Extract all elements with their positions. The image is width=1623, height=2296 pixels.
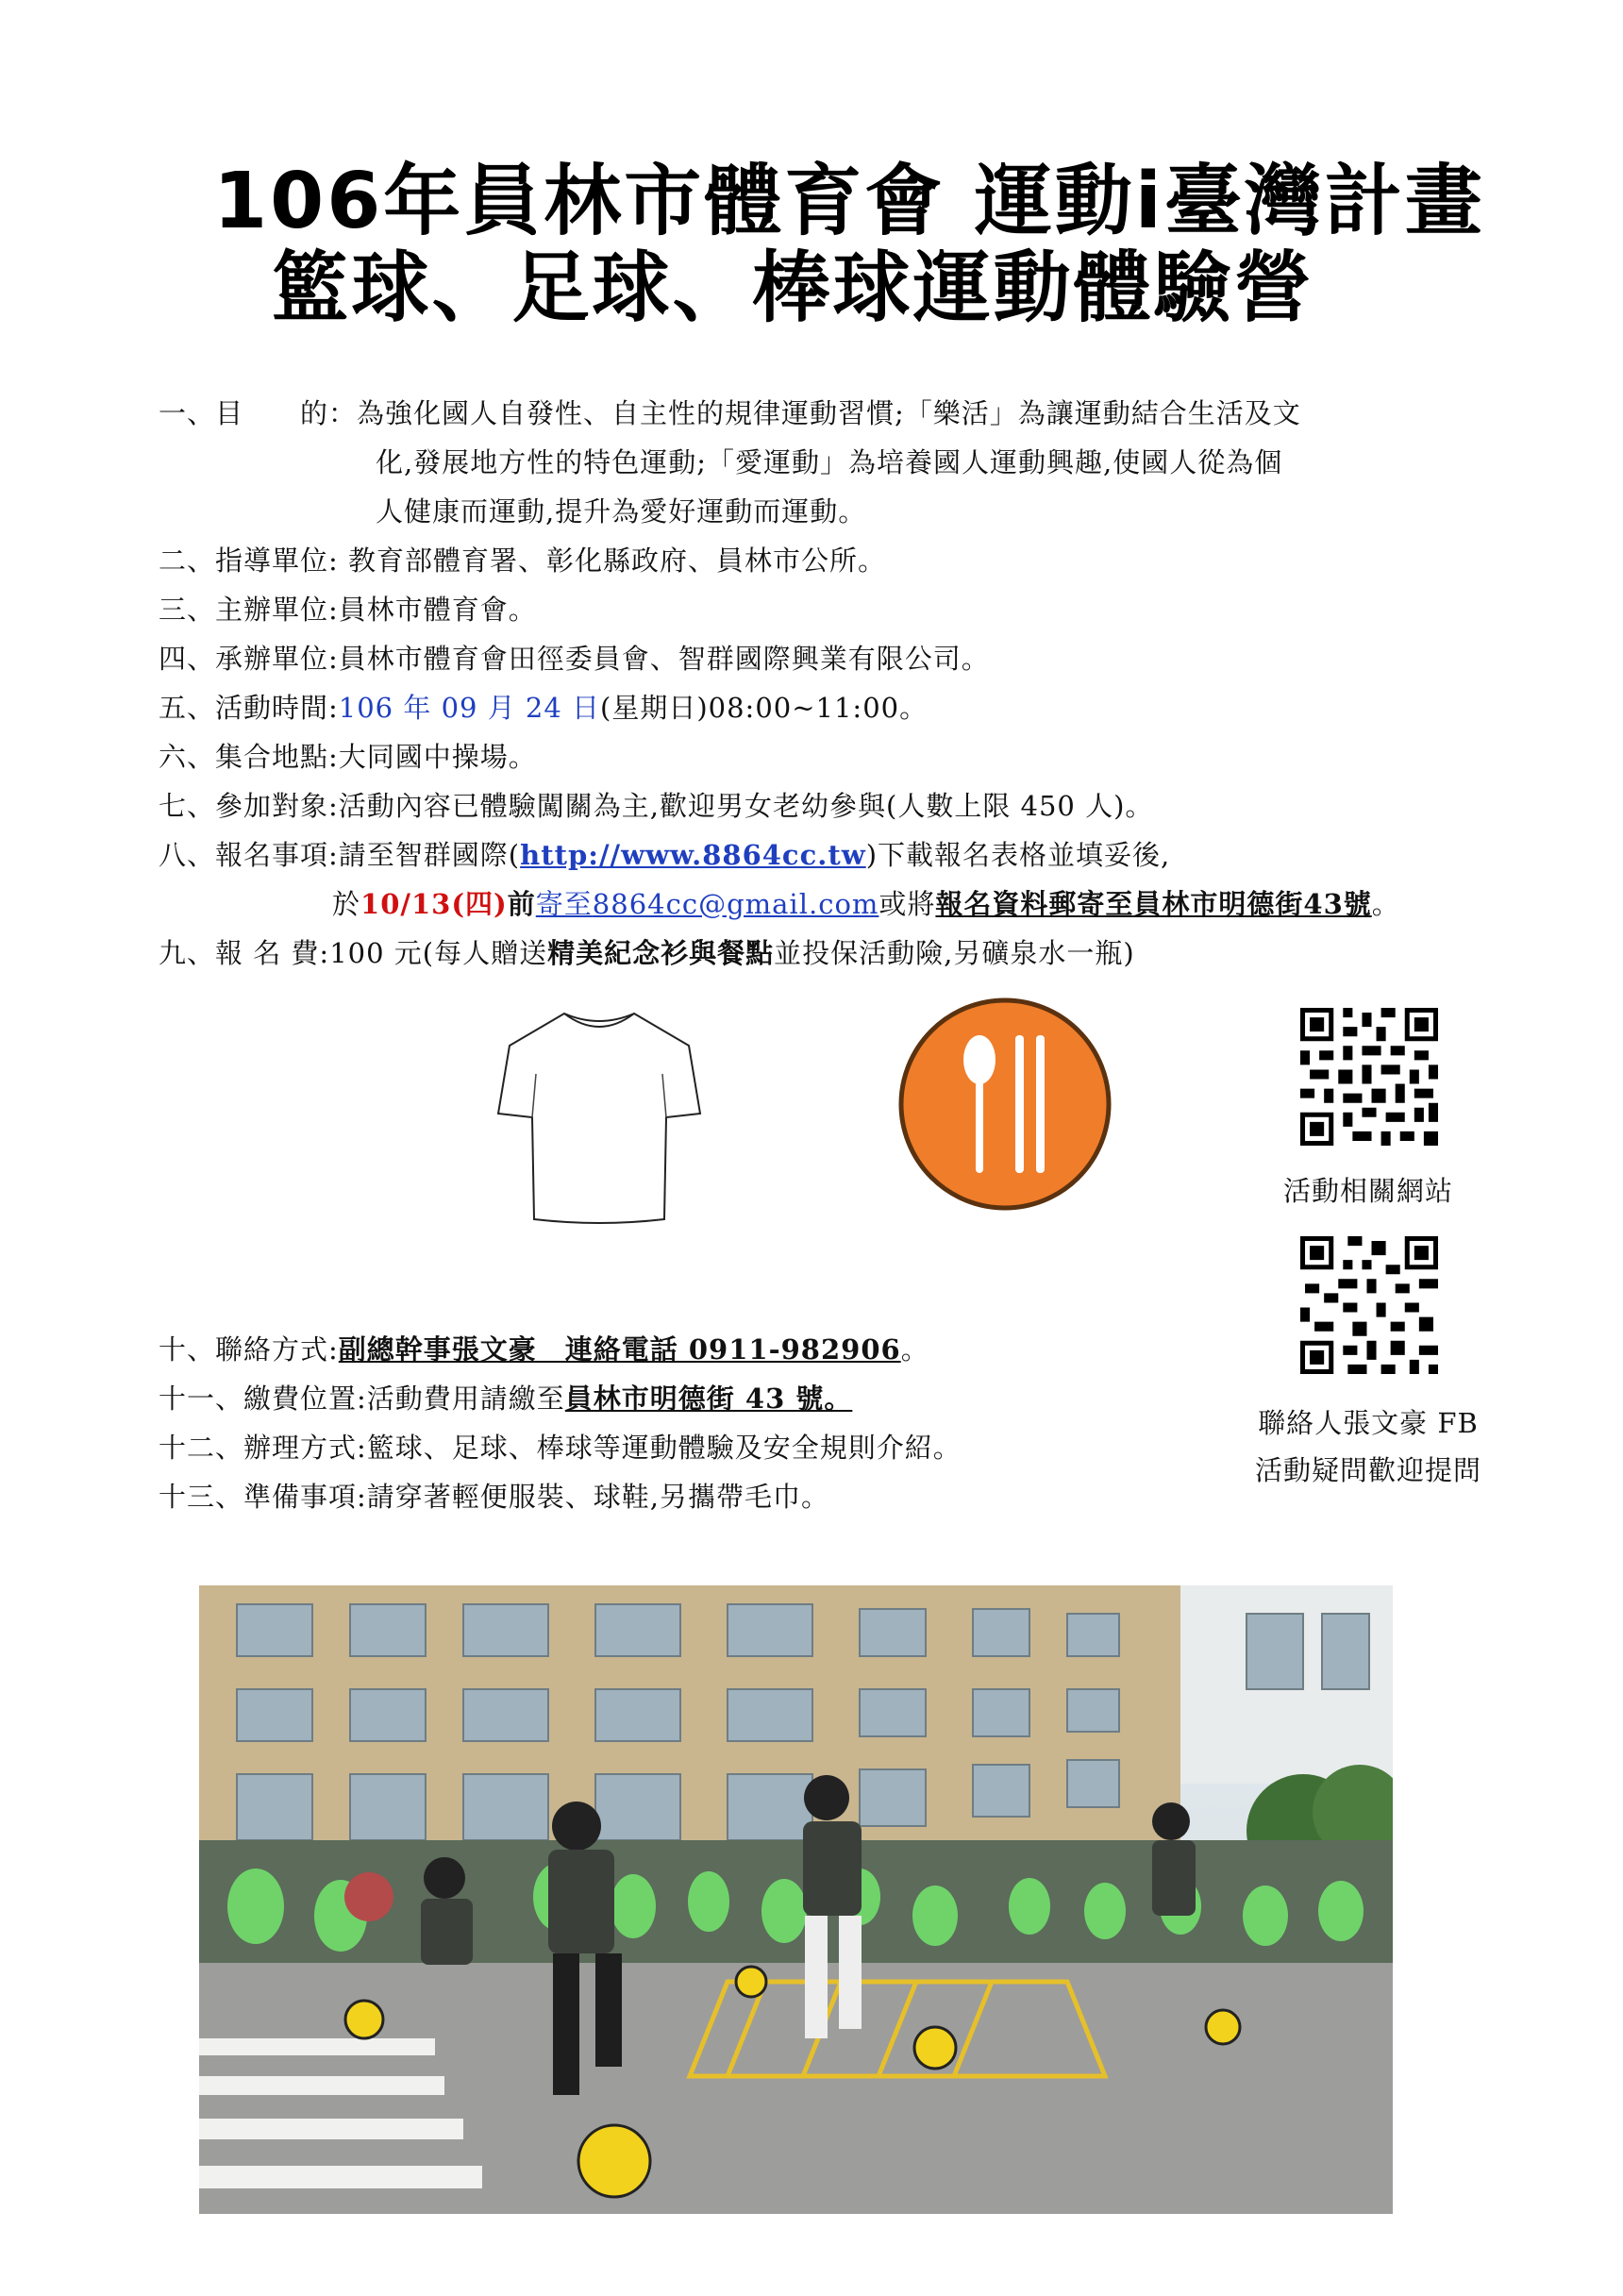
spoon-chopsticks-icon — [896, 996, 1113, 1213]
section-3-text: 員林市體育會。 — [338, 594, 537, 626]
section-1 — [159, 391, 1301, 436]
deadline: 10/13(四) — [360, 888, 508, 920]
section-13 — [159, 1474, 829, 1519]
section-11-pre: 活動費用請繳至 — [366, 1383, 565, 1415]
section-7-label: 七、參加對象: — [159, 790, 339, 822]
section-1-line-3: 人健康而運動,提升為愛好運動而運動。 — [376, 495, 867, 528]
section-2-label: 二、指導單位: — [159, 545, 348, 577]
section-9 — [159, 930, 1135, 976]
section-12-text: 籃球、足球、棒球等運動體驗及安全規則介紹。 — [366, 1432, 962, 1464]
payment-address: 員林市明德街 43 號。 — [564, 1383, 853, 1415]
qr-caption-fb-line-1: 聯絡人張文豪 FB — [1258, 1407, 1479, 1439]
section-8-line2-pre: 於 — [332, 888, 361, 920]
section-4-text: 員林市體育會田徑委員會、智群國際興業有限公司。 — [338, 643, 990, 675]
section-6-text: 大同國中操場。 — [338, 741, 537, 773]
section-2-text: 教育部體育署、彰化縣政府、員林市公所。 — [348, 545, 887, 577]
deadline-before: 前 — [507, 888, 536, 920]
section-11-label: 十一、繳費位置: — [159, 1383, 367, 1415]
t-shirt-icon — [491, 1000, 708, 1227]
event-time: (星期日)08:00~11:00。 — [600, 692, 929, 724]
section-13-text: 請穿著輕便服裝、球鞋,另攜帶毛巾。 — [366, 1481, 830, 1513]
section-6-label: 六、集合地點: — [159, 741, 339, 773]
section-10-end: 。 — [900, 1333, 929, 1366]
title-line-1: 106年員林市體育會 運動i臺灣計畫 — [213, 157, 1485, 246]
section-4-label: 四、承辦單位: — [159, 643, 339, 675]
section-11 — [159, 1376, 852, 1421]
section-9-label: 九、報 名 費: — [159, 937, 330, 969]
title-line-2: 籃球、足球、棒球運動體驗營 — [271, 243, 1314, 333]
section-5-label: 五、活動時間: — [159, 692, 339, 724]
qr-caption-fb-line-2: 活動疑問歡迎提問 — [1254, 1454, 1481, 1486]
section-1-text: 為強化國人自發性、自主性的規律運動習慣;「樂活」為讓運動結合生活及文 — [357, 397, 1301, 429]
section-2 — [159, 538, 886, 583]
section-13-label: 十三、準備事項: — [159, 1481, 367, 1513]
soccer-camp-photo — [199, 1585, 1393, 2214]
mail-address: 報名資料郵寄至員林市明德街43號 — [935, 888, 1372, 920]
section-8 — [159, 832, 1170, 878]
section-10-label: 十、聯絡方式: — [159, 1333, 339, 1366]
qr-caption-website: 活動相關網站 — [1283, 1175, 1454, 1207]
section-3-label: 三、主辦單位: — [159, 594, 339, 626]
section-4 — [159, 636, 990, 681]
email-link[interactable]: 8864cc@gmail.com — [592, 888, 879, 920]
contact-info: 副總幹事張文豪 連絡電話 0911-982906 — [338, 1333, 901, 1366]
section-8-label: 八、報名事項: — [159, 839, 339, 871]
section-8-or: 或將 — [878, 888, 936, 920]
section-3 — [159, 587, 537, 632]
section-10 — [159, 1327, 929, 1372]
section-8-line-2 — [332, 881, 1400, 927]
section-5 — [159, 685, 928, 730]
section-12-label: 十二、辦理方式: — [159, 1432, 367, 1464]
section-6 — [159, 734, 537, 779]
section-8-post: )下載報名表格並填妥後, — [865, 839, 1171, 871]
event-photo — [199, 1585, 1393, 2214]
qr-code-icon — [1300, 1008, 1438, 1146]
section-7-text: 活動內容已體驗闖關為主,歡迎男女老幼參與(人數上限 450 人)。 — [338, 790, 1154, 822]
section-9-post: 並投保活動險,另礦泉水一瓶) — [774, 937, 1135, 969]
qr-code-icon — [1300, 1236, 1438, 1374]
section-1-line-2: 化,發展地方性的特色運動;「愛運動」為培養國人運動興趣,使國人從為個 — [376, 446, 1283, 478]
email-pre: 寄至 — [535, 888, 593, 920]
section-12 — [159, 1425, 962, 1470]
section-8-end: 。 — [1371, 888, 1400, 920]
section-1-label: 一、目 的： — [159, 397, 358, 429]
website-link[interactable]: http://www.8864cc.tw — [520, 839, 866, 871]
section-7 — [159, 783, 1153, 829]
section-9-bold: 精美紀念衫與餐點 — [547, 937, 775, 969]
section-9-pre: 100 元(每人贈送 — [329, 937, 548, 969]
event-date: 106 年 09 月 24 日 — [338, 692, 601, 724]
section-8-pre: 請至智群國際( — [338, 839, 521, 871]
